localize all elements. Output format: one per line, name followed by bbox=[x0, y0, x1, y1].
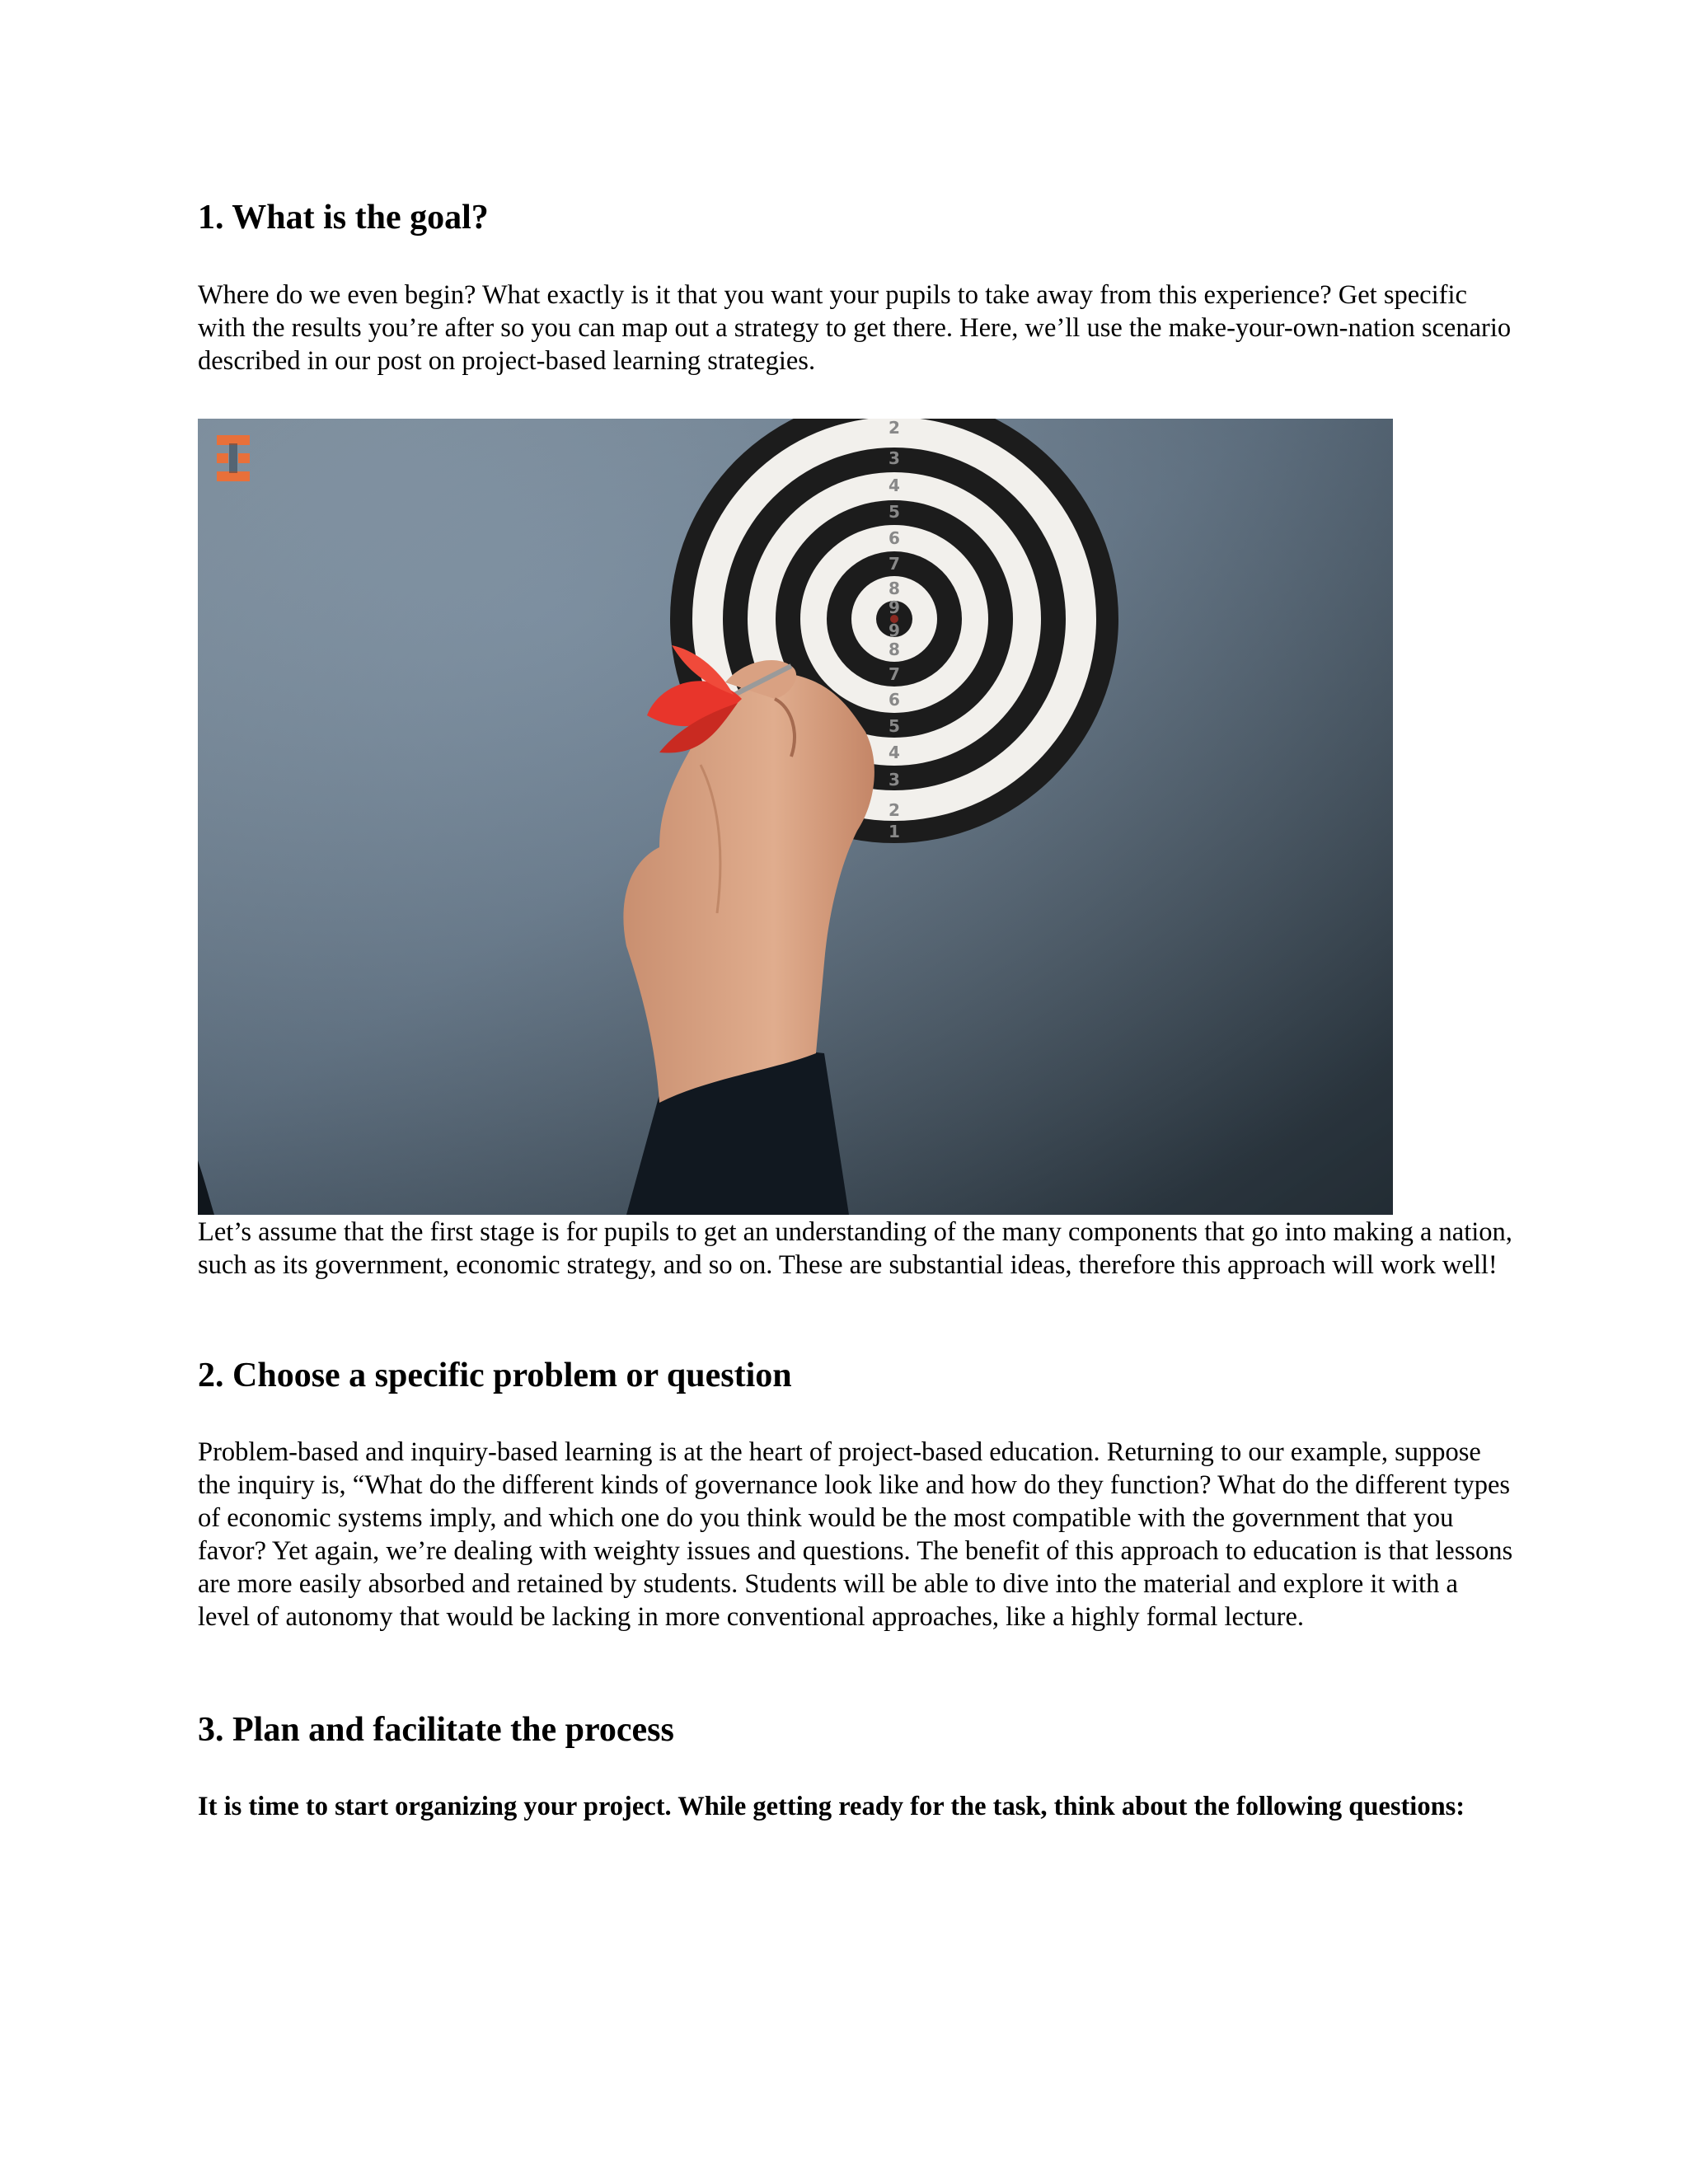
section-1-paragraph-1: Where do we even begin? What exactly is it that you want your pupils to take away from this experience? Get specific with the results you’re after so you can map out a strategy to get there. Here, we’ll use the make-your-own-nation scenario described in our post on project-based learning strategies. bbox=[198, 280, 1512, 376]
section-1-heading: 1. What is the goal? bbox=[198, 199, 489, 237]
target-number: 3 bbox=[889, 448, 900, 468]
target-dart-photo bbox=[198, 419, 1393, 1215]
target-number: 4 bbox=[889, 743, 900, 762]
target-number: 7 bbox=[889, 554, 900, 574]
target-number: 8 bbox=[889, 640, 900, 659]
target-number: 8 bbox=[889, 579, 900, 598]
section-2-paragraph-1: Problem-based and inquiry-based learning is at the heart of project-based education. Returning to our example, suppose the inquiry is, “What do the different kinds of governance look like and how do they function? What do the different types of economic systems imply, and which one do you think would be the most compatible with the government that you favor? Yet again, we’re dealing with weighty issues and questions. The benefit of this approach to education is that lessons are more easily absorbed and retained by students. Students will be able to dive into the material and explore it with a level of autonomy that would be lacking in more conventional approaches, like a highly formal lecture. bbox=[198, 1437, 1513, 1632]
target-number: 3 bbox=[889, 770, 900, 790]
target-number: 4 bbox=[889, 476, 900, 495]
section-2-heading: 2. Choose a specific problem or question bbox=[198, 1357, 792, 1394]
target-number: 2 bbox=[889, 800, 900, 820]
target-number: 6 bbox=[889, 690, 900, 710]
brand-logo bbox=[217, 435, 250, 481]
target-number: 2 bbox=[889, 419, 900, 438]
section-3-paragraph-1: It is time to start organizing your project. While getting ready for the task, think about the following questions: bbox=[198, 1792, 1465, 1821]
target-number: 5 bbox=[889, 716, 900, 736]
target-number: 7 bbox=[889, 664, 900, 684]
section-3-heading: 3. Plan and facilitate the process bbox=[198, 1711, 674, 1749]
target-number: 9 bbox=[889, 621, 900, 640]
section-1-paragraph-2: Let’s assume that the first stage is for pupils to get an understanding of the many components that go into making a nation, such as its government, economic strategy, and so on. These are substantial ideas, therefore this approach will work well! bbox=[198, 1217, 1512, 1280]
target-number: 9 bbox=[889, 598, 900, 617]
target-number: 6 bbox=[889, 528, 900, 548]
target-number: 1 bbox=[889, 822, 900, 841]
target-number: 5 bbox=[889, 502, 900, 522]
